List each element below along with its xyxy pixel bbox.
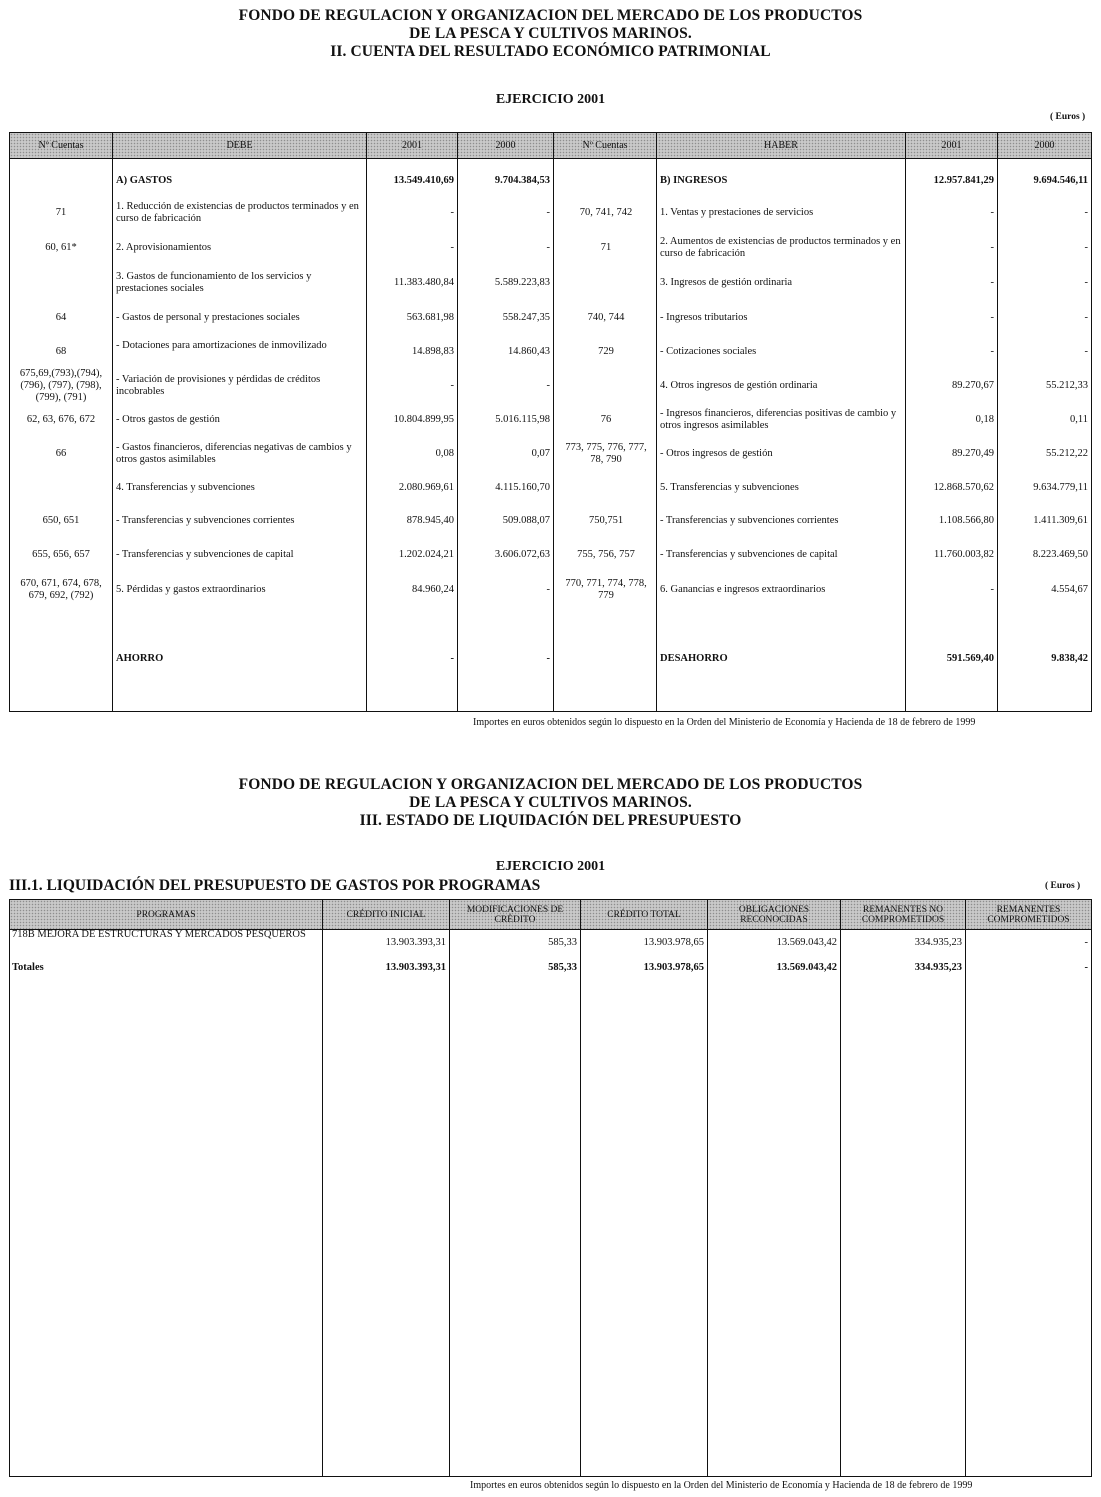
section2-footnote: Importes en euros obtenidos según lo dispuesto en la Orden del Ministerio de Economía y Hacienda de 18 de febrero de 1999 bbox=[470, 1480, 973, 1491]
resultado-haber-2001: - bbox=[990, 584, 994, 595]
liquidacion-obligaciones: 13.569.043,42 bbox=[776, 962, 837, 973]
resultado-debe-concepto: 1. Reducción de existencias de productos terminados y en curso de fabricación bbox=[116, 201, 359, 224]
section1-title-line: DE LA PESCA Y CULTIVOS MARINOS. bbox=[409, 25, 692, 42]
liquidacion-modificaciones: 585,33 bbox=[548, 937, 577, 948]
section2-subtitle: III.1. LIQUIDACIÓN DEL PRESUPUESTO DE GASTOS POR PROGRAMAS bbox=[9, 877, 541, 894]
resultado-haber-2001: 89.270,67 bbox=[952, 380, 994, 391]
resultado-haber-2000: 0,11 bbox=[1070, 414, 1088, 425]
resultado-debe-2001: - bbox=[450, 207, 454, 218]
resultado-haber-2000: 8.223.469,50 bbox=[1032, 549, 1088, 560]
resultado-debe-cuentas: 670, 671, 674, 678, 679, 692, (792) bbox=[20, 578, 102, 601]
resultado-haber-concepto: 6. Ganancias e ingresos extraordinarios bbox=[660, 584, 826, 595]
resultado-haber-2001: - bbox=[990, 207, 994, 218]
resultado-debe-cuentas: 68 bbox=[55, 346, 67, 357]
resultado-debe-2001: 84.960,24 bbox=[412, 584, 454, 595]
section1-ejercicio: EJERCICIO 2001 bbox=[495, 92, 606, 107]
header-2000-debe: 2000 bbox=[495, 140, 516, 151]
resultado-haber-2001: 0,18 bbox=[975, 414, 994, 425]
liquidacion-remanentes: - bbox=[1084, 962, 1088, 973]
resultado-debe-2001: 10.804.899,95 bbox=[393, 414, 454, 425]
resultado-debe-2000: - bbox=[546, 653, 550, 664]
resultado-haber-2001: - bbox=[990, 346, 994, 357]
resultado-haber-2000: 1.411.309,61 bbox=[1033, 515, 1088, 526]
liquidacion-programa: Totales bbox=[12, 962, 44, 973]
resultado-haber-2001: - bbox=[990, 312, 994, 323]
resultado-debe-cuentas: 60, 61* bbox=[45, 242, 77, 253]
resultado-haber-concepto: - Otros ingresos de gestión bbox=[660, 448, 773, 459]
header-modificaciones: MODIFICACIONES DE CRÉDITO bbox=[466, 904, 564, 925]
resultado-debe-cuentas: 655, 656, 657 bbox=[32, 549, 90, 560]
resultado-haber-concepto: 4. Otros ingresos de gestión ordinaria bbox=[660, 380, 818, 391]
resultado-haber-2001: 12.868.570,62 bbox=[933, 482, 994, 493]
liquidacion-programa: 718B MEJORA DE ESTRUCTURAS Y MERCADOS PESQUEROS bbox=[12, 929, 306, 940]
header-cuentas-haber: Nº Cuentas bbox=[582, 140, 628, 151]
resultado-haber-concepto: 1. Ventas y prestaciones de servicios bbox=[660, 207, 814, 218]
liquidacion-obligaciones: 13.569.043,42 bbox=[776, 937, 837, 948]
section2-title bbox=[0, 776, 1101, 830]
header-remanentes-no: REMANENTES NO COMPROMETIDOS bbox=[861, 904, 945, 925]
resultado-haber-concepto: B) INGRESOS bbox=[660, 175, 728, 186]
resultado-table-header bbox=[10, 133, 1091, 159]
resultado-debe-2000: 14.860,43 bbox=[508, 346, 550, 357]
resultado-debe-2000: 4.115.160,70 bbox=[495, 482, 550, 493]
header-2001-haber: 2001 bbox=[941, 140, 962, 151]
resultado-debe-2001: 13.549.410,69 bbox=[393, 175, 454, 186]
resultado-haber-2001: 12.957.841,29 bbox=[933, 175, 994, 186]
resultado-debe-2000: 509.088,07 bbox=[502, 515, 550, 526]
resultado-haber-cuentas: 71 bbox=[600, 242, 612, 253]
resultado-debe-concepto: AHORRO bbox=[116, 653, 164, 664]
resultado-debe-concepto: - Gastos de personal y prestaciones sociales bbox=[116, 312, 300, 323]
resultado-haber-cuentas: 76 bbox=[600, 414, 612, 425]
resultado-debe-concepto: 2. Aprovisionamientos bbox=[116, 242, 212, 253]
resultado-haber-2000: 9.838,42 bbox=[1051, 653, 1088, 664]
resultado-debe-concepto: - Dotaciones para amortizaciones de inmovilizado bbox=[116, 340, 327, 351]
liquidacion-remanentes-no: 334.935,23 bbox=[914, 962, 962, 973]
resultado-debe-2001: 1.202.024,21 bbox=[398, 549, 454, 560]
section2-title-line: III. ESTADO DE LIQUIDACIÓN DEL PRESUPUESTO bbox=[359, 812, 742, 829]
resultado-haber-cuentas: 773, 775, 776, 777, 78, 790 bbox=[565, 442, 647, 465]
resultado-debe-concepto: - Gastos financieros, diferencias negativas de cambios y otros gastos asimilables bbox=[116, 442, 352, 465]
section2-title-line: FONDO DE REGULACION Y ORGANIZACION DEL MERCADO DE LOS PRODUCTOS bbox=[238, 776, 863, 793]
resultado-haber-concepto: 5. Transferencias y subvenciones bbox=[660, 482, 799, 493]
resultado-debe-cuentas: 675,69,(793),(794),(796), (797), (798),(799), (791) bbox=[19, 368, 103, 403]
resultado-debe-concepto: - Variación de provisiones y pérdidas de créditos incobrables bbox=[116, 374, 321, 397]
header-haber: HABER bbox=[764, 140, 798, 151]
resultado-debe-2001: - bbox=[450, 653, 454, 664]
liquidacion-credito-inicial: 13.903.393,31 bbox=[385, 937, 446, 948]
resultado-haber-concepto: DESAHORRO bbox=[660, 653, 728, 664]
resultado-debe-2000: 9.704.384,53 bbox=[494, 175, 550, 186]
resultado-haber-2000: - bbox=[1084, 207, 1088, 218]
resultado-haber-concepto: - Ingresos tributarios bbox=[660, 312, 748, 323]
header-2000-haber: 2000 bbox=[1034, 140, 1055, 151]
resultado-debe-2001: 563.681,98 bbox=[406, 312, 454, 323]
resultado-haber-2000: 4.554,67 bbox=[1051, 584, 1088, 595]
liquidacion-credito-total: 13.903.978,65 bbox=[643, 937, 704, 948]
resultado-table bbox=[9, 132, 1092, 712]
resultado-debe-cuentas: 64 bbox=[55, 312, 67, 323]
liquidacion-modificaciones: 585,33 bbox=[548, 962, 577, 973]
liquidacion-table-header bbox=[10, 900, 1091, 930]
resultado-haber-2001: 11.760.003,82 bbox=[934, 549, 994, 560]
section1-units: ( Euros ) bbox=[1050, 112, 1086, 122]
resultado-debe-2001: - bbox=[450, 242, 454, 253]
resultado-debe-cuentas: 650, 651 bbox=[42, 515, 80, 526]
resultado-haber-cuentas: 750,751 bbox=[588, 515, 624, 526]
resultado-haber-cuentas: 740, 744 bbox=[587, 312, 625, 323]
resultado-haber-concepto: - Cotizaciones sociales bbox=[660, 346, 757, 357]
resultado-debe-2001: 2.080.969,61 bbox=[398, 482, 454, 493]
resultado-debe-2000: - bbox=[546, 242, 550, 253]
resultado-debe-concepto: - Otros gastos de gestión bbox=[116, 414, 220, 425]
resultado-debe-2001: 11.383.480,84 bbox=[394, 277, 454, 288]
resultado-haber-concepto: 3. Ingresos de gestión ordinaria bbox=[660, 277, 793, 288]
resultado-debe-2000: - bbox=[546, 207, 550, 218]
resultado-haber-2000: - bbox=[1084, 346, 1088, 357]
liquidacion-credito-total: 13.903.978,65 bbox=[643, 962, 704, 973]
resultado-debe-concepto: - Transferencias y subvenciones de capital bbox=[116, 549, 294, 560]
resultado-haber-cuentas: 755, 756, 757 bbox=[577, 549, 635, 560]
resultado-haber-2000: 9.694.546,11 bbox=[1033, 175, 1088, 186]
resultado-debe-cuentas: 66 bbox=[55, 448, 67, 459]
header-2001-debe: 2001 bbox=[402, 140, 422, 151]
resultado-haber-cuentas: 70, 741, 742 bbox=[579, 207, 633, 218]
resultado-haber-cuentas: 770, 771, 774, 778, 779 bbox=[565, 578, 647, 601]
resultado-haber-2000: 55.212,33 bbox=[1046, 380, 1088, 391]
resultado-haber-concepto: - Transferencias y subvenciones corrientes bbox=[660, 515, 839, 526]
resultado-debe-cuentas: 71 bbox=[55, 207, 67, 218]
section1-title bbox=[0, 7, 1101, 61]
resultado-debe-cuentas: 62, 63, 676, 672 bbox=[26, 414, 96, 425]
resultado-haber-concepto: - Transferencias y subvenciones de capital bbox=[660, 549, 838, 560]
resultado-debe-2001: 14.898,83 bbox=[412, 346, 454, 357]
resultado-debe-2001: 0,08 bbox=[435, 448, 454, 459]
section2-title-line: DE LA PESCA Y CULTIVOS MARINOS. bbox=[409, 794, 692, 811]
resultado-debe-2000: 5.016.115,98 bbox=[495, 414, 550, 425]
liquidacion-remanentes-no: 334.935,23 bbox=[914, 937, 962, 948]
resultado-haber-2000: 9.634.779,11 bbox=[1033, 482, 1088, 493]
resultado-debe-2000: 0,07 bbox=[531, 448, 550, 459]
resultado-debe-2000: - bbox=[546, 380, 550, 391]
liquidacion-remanentes: - bbox=[1084, 937, 1088, 948]
resultado-debe-2000: 3.606.072,63 bbox=[494, 549, 550, 560]
resultado-debe-2000: 5.589.223,83 bbox=[494, 277, 550, 288]
header-debe: DEBE bbox=[226, 140, 253, 151]
resultado-haber-cuentas: 729 bbox=[598, 346, 614, 357]
resultado-debe-concepto: - Transferencias y subvenciones corrientes bbox=[116, 515, 295, 526]
header-cuentas-debe: Nº Cuentas bbox=[38, 140, 84, 151]
resultado-haber-2001: 591.569,40 bbox=[946, 653, 994, 664]
resultado-haber-2001: - bbox=[990, 242, 994, 253]
resultado-debe-concepto: 4. Transferencias y subvenciones bbox=[116, 482, 255, 493]
resultado-haber-2001: 1.108.566,80 bbox=[938, 515, 994, 526]
header-obligaciones: OBLIGACIONES RECONOCIDAS bbox=[738, 904, 810, 925]
resultado-haber-concepto: 2. Aumentos de existencias de productos terminados y en curso de fabricación bbox=[660, 236, 901, 259]
resultado-haber-2000: - bbox=[1084, 312, 1088, 323]
resultado-debe-concepto: 3. Gastos de funcionamiento de los servicios y prestaciones sociales bbox=[116, 271, 312, 294]
resultado-debe-concepto: 5. Pérdidas y gastos extraordinarios bbox=[116, 584, 266, 595]
section1-title-line: FONDO DE REGULACION Y ORGANIZACION DEL MERCADO DE LOS PRODUCTOS bbox=[238, 7, 863, 24]
resultado-haber-concepto: - Ingresos financieros, diferencias positivas de cambio y otros ingresos asimilables bbox=[660, 408, 897, 431]
resultado-haber-2000: 55.212,22 bbox=[1046, 448, 1088, 459]
header-credito-total: CRÉDITO TOTAL bbox=[607, 909, 681, 920]
section2-ejercicio: EJERCICIO 2001 bbox=[495, 859, 606, 874]
resultado-debe-2000: - bbox=[546, 584, 550, 595]
resultado-haber-2000: - bbox=[1084, 277, 1088, 288]
resultado-haber-2001: 89.270,49 bbox=[952, 448, 994, 459]
resultado-debe-2000: 558.247,35 bbox=[502, 312, 550, 323]
header-credito-inicial: CRÉDITO INICIAL bbox=[346, 909, 426, 920]
resultado-debe-2001: 878.945,40 bbox=[406, 515, 454, 526]
resultado-debe-2001: - bbox=[450, 380, 454, 391]
header-remanentes: REMANENTES COMPROMETIDOS bbox=[987, 904, 1070, 925]
section1-footnote: Importes en euros obtenidos según lo dispuesto en la Orden del Ministerio de Economía y Hacienda de 18 de febrero de 1999 bbox=[473, 717, 976, 728]
liquidacion-table bbox=[9, 899, 1092, 1477]
resultado-haber-2000: - bbox=[1084, 242, 1088, 253]
resultado-haber-2001: - bbox=[990, 277, 994, 288]
resultado-debe-concepto: A) GASTOS bbox=[116, 175, 173, 186]
liquidacion-credito-inicial: 13.903.393,31 bbox=[385, 962, 446, 973]
section1-title-line: II. CUENTA DEL RESULTADO ECONÓMICO PATRIMONIAL bbox=[330, 43, 771, 60]
header-programas: PROGRAMAS bbox=[136, 909, 196, 920]
section2-units: ( Euros ) bbox=[1045, 881, 1081, 891]
